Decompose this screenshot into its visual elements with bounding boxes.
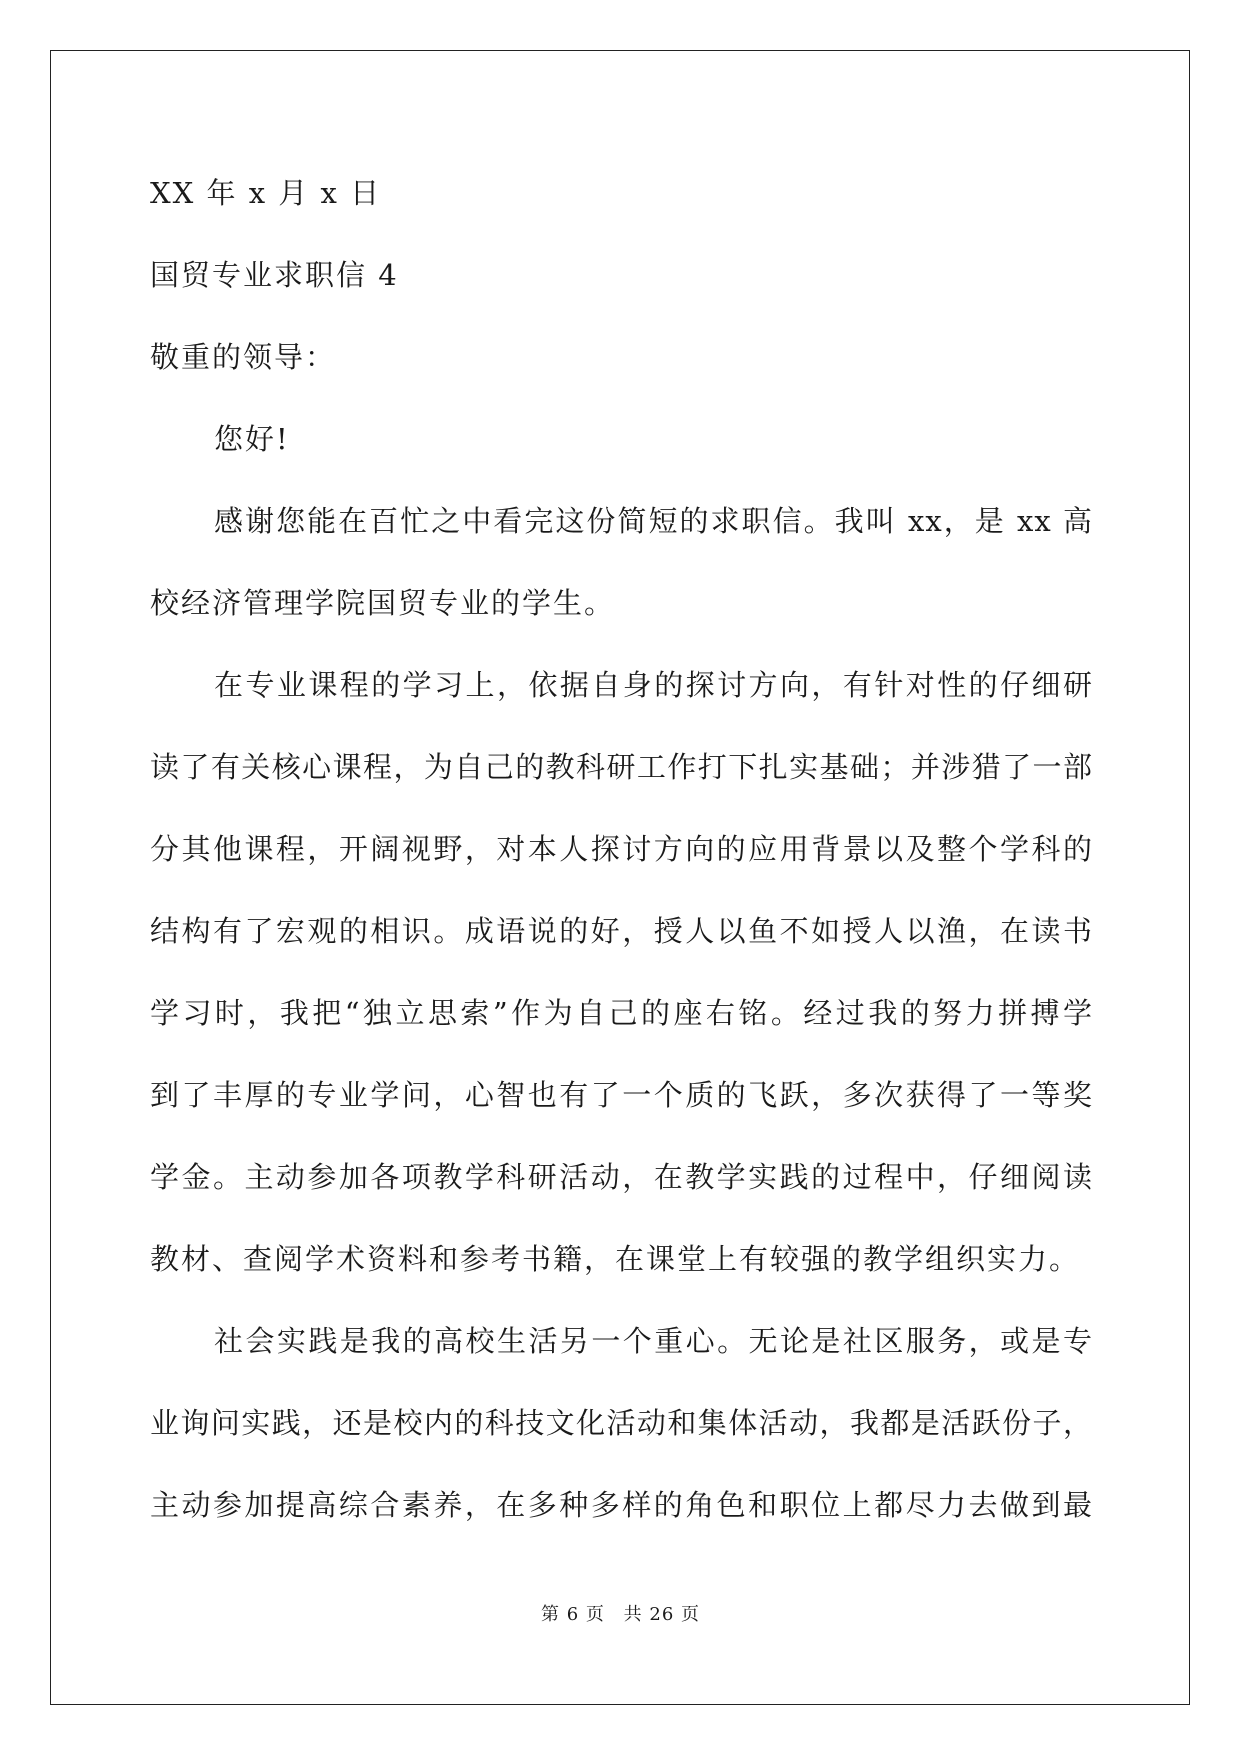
body-line: 到了丰厚的专业学问，心智也有了一个质的飞跃，多次获得了一等奖 <box>150 1078 1093 1112</box>
body-line: 感谢您能在百忙之中看完这份简短的求职信。我叫 xx，是 xx 高 <box>214 504 1093 538</box>
body-line: 主动参加提高综合素养，在多种多样的角色和职位上都尽力去做到最 <box>150 1488 1093 1522</box>
total-pages: 共 26 页 <box>623 1604 700 1625</box>
body-line: 校经济管理学院国贸专业的学生。 <box>150 586 616 620</box>
greeting: 您好! <box>214 422 290 456</box>
page-footer <box>0 1604 1241 1626</box>
body-line: 分其他课程，开阔视野，对本人探讨方向的应用背景以及整个学科的 <box>150 832 1093 866</box>
letter-heading: 国贸专业求职信 4 <box>150 258 399 292</box>
body-line: 在专业课程的学习上，依据自身的探讨方向，有针对性的仔细研 <box>214 668 1093 702</box>
body-line: 读了有关核心课程，为自己的教科研工作打下扎实基础；并涉猎了一部 <box>150 750 1093 784</box>
date-line: XX 年 x 月 x 日 <box>150 176 382 210</box>
body-line: 社会实践是我的高校生活另一个重心。无论是社区服务，或是专 <box>214 1324 1093 1358</box>
body-line: 学习时，我把“独立思索”作为自己的座右铭。经过我的努力拼搏学 <box>150 996 1093 1030</box>
page-border <box>50 50 1190 1705</box>
body-line: 教材、查阅学术资料和参考书籍，在课堂上有较强的教学组织实力。 <box>150 1242 1081 1276</box>
body-line: 学金。主动参加各项教学科研活动，在教学实践的过程中，仔细阅读 <box>150 1160 1093 1194</box>
body-line: 结构有了宏观的相识。成语说的好，授人以鱼不如授人以渔，在读书 <box>150 914 1093 948</box>
salutation: 敬重的领导： <box>150 340 337 374</box>
body-line: 业询问实践，还是校内的科技文化活动和集体活动，我都是活跃份子， <box>150 1406 1093 1440</box>
page-number: 第 6 页 <box>541 1604 605 1625</box>
